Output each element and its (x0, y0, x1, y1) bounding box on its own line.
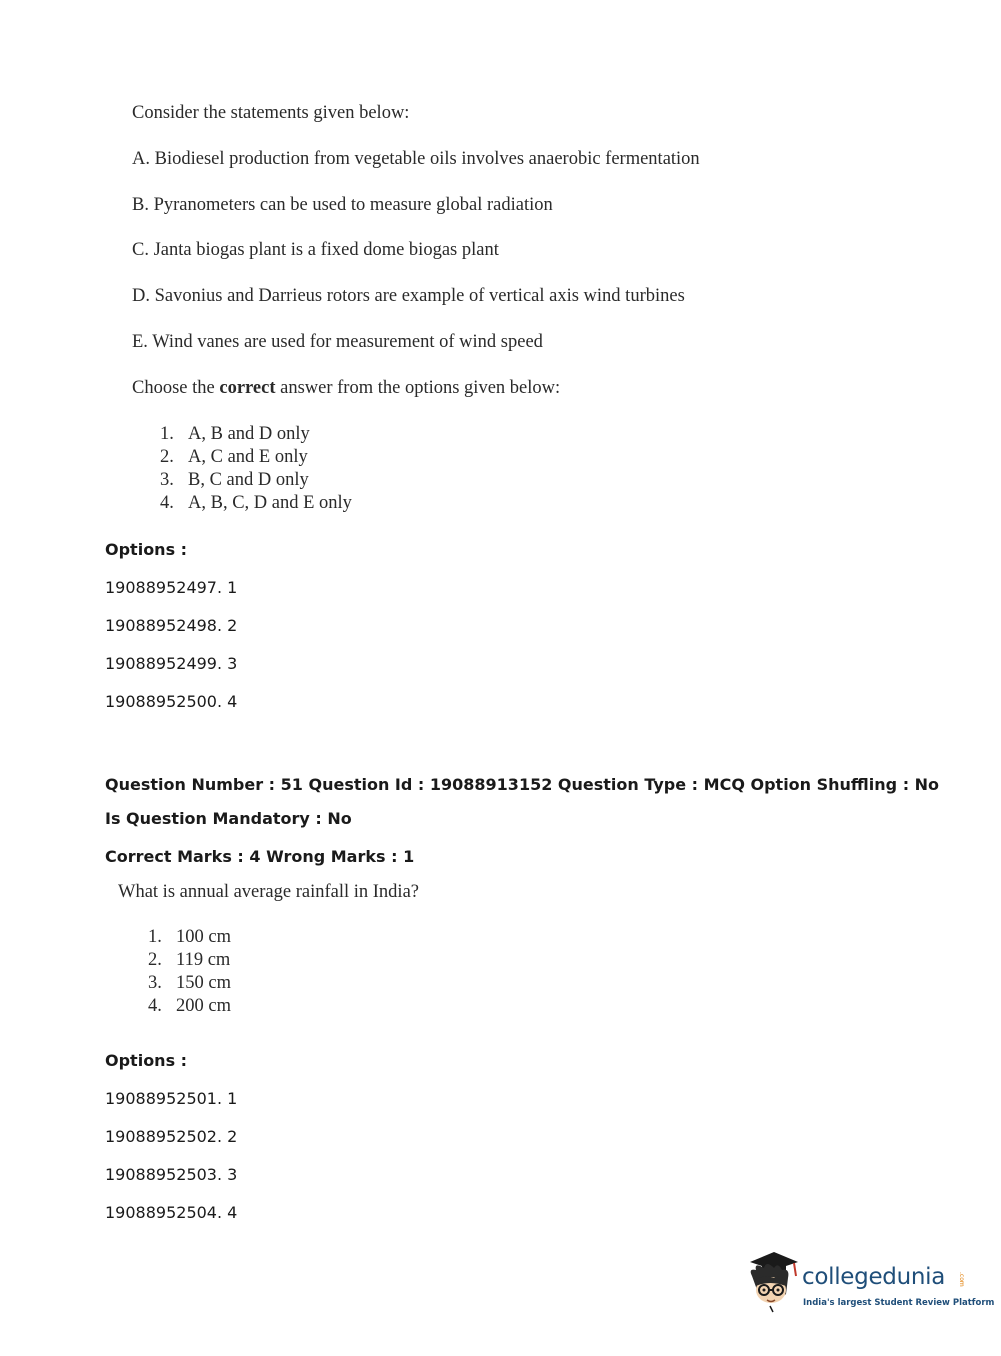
choice-number: 4. (148, 996, 162, 1016)
choice-text: 119 cm (176, 950, 231, 970)
choice-number: 3. (148, 973, 162, 993)
choice-text: 100 cm (176, 927, 231, 947)
logo-wordmark: collegedunia (802, 1264, 946, 1290)
q51-meta-line-1: Question Number : 51 Question Id : 19088913152 Question Type : MCQ Option Shuffling : No (105, 775, 940, 794)
q51-option-3: 19088952503. 3 (105, 1165, 238, 1184)
choice-number: 2. (160, 447, 174, 467)
statement-b: B. Pyranometers can be used to measure global radiation (132, 195, 553, 215)
q51-option-2: 19088952502. 2 (105, 1127, 238, 1146)
choice-number: 1. (160, 424, 174, 444)
q50-options-label: Options : (105, 540, 188, 559)
choice-text: 150 cm (176, 973, 231, 993)
q50-choice-3 (160, 470, 309, 491)
logo-suffix: .com (958, 1272, 965, 1287)
q50-choice-1 (160, 424, 310, 445)
mascot-icon (740, 1248, 802, 1318)
choice-text: 200 cm (176, 996, 231, 1016)
choice-number: 1. (148, 927, 162, 947)
q50-option-2: 19088952498. 2 (105, 616, 238, 635)
statement-d: D. Savonius and Darrieus rotors are example of vertical axis wind turbines (132, 286, 685, 306)
q51-choice-4 (148, 996, 231, 1017)
q50-option-1: 19088952497. 1 (105, 578, 238, 597)
question-intro: Consider the statements given below: (132, 103, 410, 123)
q51-choice-3 (148, 973, 231, 994)
choice-text: B, C and D only (188, 470, 309, 490)
choice-number: 4. (160, 493, 174, 513)
choice-text: A, B and D only (188, 424, 310, 444)
statement-c: C. Janta biogas plant is a fixed dome biogas plant (132, 240, 499, 260)
choose-bold: correct (219, 378, 276, 398)
choice-text: A, C and E only (188, 447, 308, 467)
q50-option-3: 19088952499. 3 (105, 654, 238, 673)
choose-prefix: Choose the (132, 378, 220, 398)
statement-a: A. Biodiesel production from vegetable oils involves anaerobic fermentation (132, 149, 700, 169)
statement-e: E. Wind vanes are used for measurement of wind speed (132, 332, 543, 352)
q51-choice-1 (148, 927, 231, 948)
q51-question-text: What is annual average rainfall in India? (118, 882, 419, 902)
q51-option-1: 19088952501. 1 (105, 1089, 238, 1108)
collegedunia-logo[interactable] (740, 1248, 995, 1318)
choice-text: A, B, C, D and E only (188, 493, 352, 513)
q51-options-label: Options : (105, 1051, 188, 1070)
q50-choice-2 (160, 447, 308, 468)
choice-number: 2. (148, 950, 162, 970)
logo-tagline: India's largest Student Review Platform (803, 1298, 995, 1308)
q51-choice-2 (148, 950, 230, 971)
choose-suffix: answer from the options given below: (275, 378, 561, 398)
q50-option-4: 19088952500. 4 (105, 692, 238, 711)
q51-meta-line-3: Correct Marks : 4 Wrong Marks : 1 (105, 847, 415, 866)
q51-meta-line-2: Is Question Mandatory : No (105, 809, 352, 828)
q50-choice-4 (160, 493, 352, 514)
choice-number: 3. (160, 470, 174, 490)
choose-instruction (132, 378, 560, 399)
q51-option-4: 19088952504. 4 (105, 1203, 238, 1222)
